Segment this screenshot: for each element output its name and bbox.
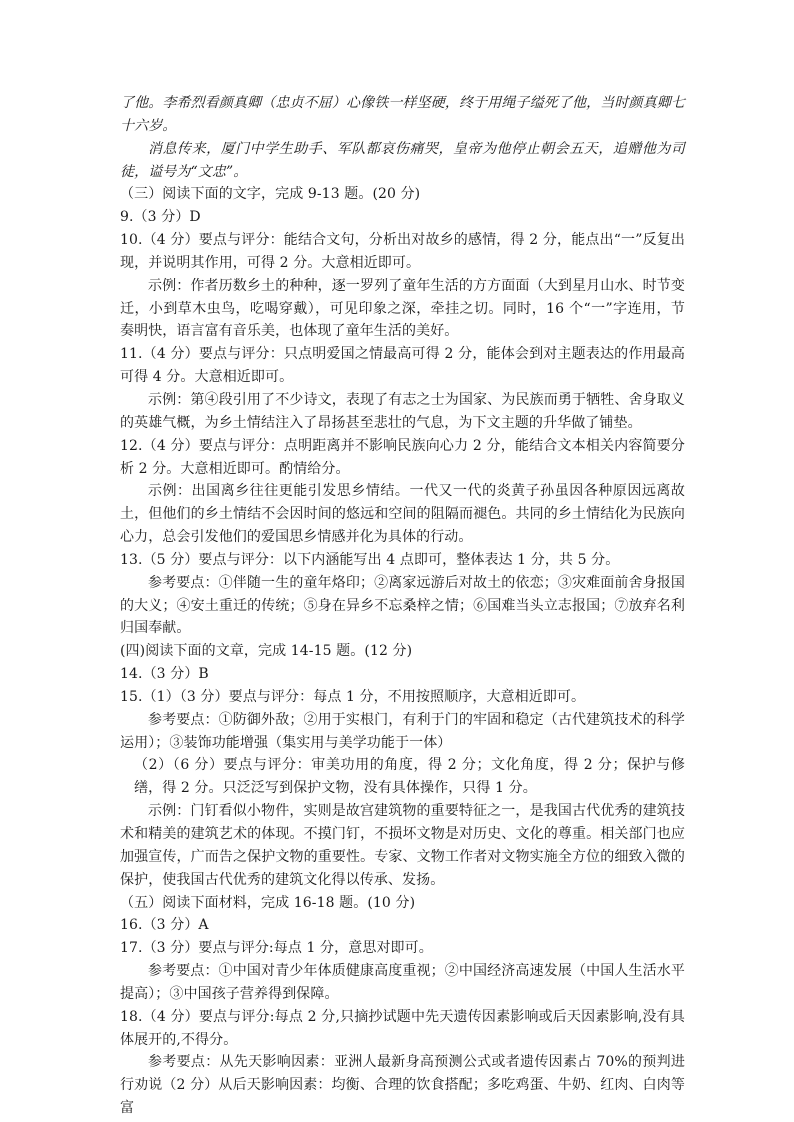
reference-points: 参考要点：①伴随一生的童年烙印；②离家远游后对故土的依恋；③灾难面前舍身报国的大义；④安土重迁的传统；⑤身在异乡不忘桑梓之情；⑥国难当头立志报国；⑦放弃名利归国奉献。: [120, 574, 685, 637]
example-paragraph: 示例：门钉看似小物件，实则是故宫建筑物的重要特征之一，是我国古代优秀的建筑技术和精美的建筑艺术的体现。不摸门钉，不损坏文物是对历史、文化的尊重。相关部门也应加强宣传，广而告之保护文物的重要性。专家、文物工作者对文物实施全方位的细致入微的保护，使我国古代优秀的建筑文化得以传承、发扬。: [120, 803, 685, 888]
section-heading: （五）阅读下面材料，完成 16-18 题。(10 分): [120, 894, 416, 911]
answer-item: 10.（4 分）要点与评分：能结合文句，分析出对故乡的感情，得 2 分，能点出“一”反复出现，并说明其作用，可得 2 分。大意相近即可。: [120, 232, 685, 271]
reference-points: 参考要点：从先天影响因素：亚洲人最新身高预测公式或者遗传因素占 70%的预判进行劝说（2 分）从后天影响因素：均衡、合理的饮食搭配；多吃鸡蛋、牛奶、红肉、白肉等富: [120, 1054, 685, 1117]
answer-item: 18.（4 分）要点与评分:每点 2 分,只摘抄试题中先天遗传因素影响或后天因素影响,没有具体展开的,不得分。: [120, 1008, 685, 1048]
answer-item: 13.（5 分）要点与评分：以下内涵能写出 4 点即可，整体表达 1 分，共 5 分。: [120, 551, 620, 568]
answer-item: 9.（3 分）D: [120, 209, 201, 226]
answer-item: 12.（4 分）要点与评分：点明距离并不影响民族向心力 2 分，能结合文本相关内容简要分析 2 分。大意相近即可。酌情给分。: [120, 437, 685, 477]
section-heading: （三）阅读下面的文字，完成 9-13 题。(20 分): [120, 186, 421, 203]
example-paragraph: 示例：作者历数乡土的种种，逐一罗列了童年生活的方方面面（大到星月山水、时节变迁，小到草木虫鸟，吃喝穿戴），可见印象之深，牵挂之切。同时，16 个“一”字连用，节奏明快，语言富有音乐美，也体现了童年生活的美好。: [120, 277, 685, 340]
reference-points: 参考要点：①中国对青少年体质健康高度重视；②中国经济高速发展（中国人生活水平提高）；③中国孩子营养得到保障。: [120, 963, 685, 1002]
answer-item: 17.（3 分）要点与评分:每点 1 分，意思对即可。: [120, 940, 433, 957]
answer-item: （2）（6 分）要点与评分：审美功用的角度，得 2 分；文化角度，得 2 分；保护与修缮，得 2 分。只泛泛写到保护文物，没有具体操作，只得 1 分。: [134, 757, 685, 797]
example-paragraph: 示例：第④段引用了不少诗文，表现了有志之士为国家、为民族而勇于牺牲、舍身取义的英雄气概，为乡土情结注入了昂扬甚至悲壮的气息，为下文主题的升华做了铺垫。: [120, 391, 685, 431]
section-heading: (四)阅读下面的文章，完成 14-15 题。(12 分): [120, 643, 413, 660]
answer-item: 11.（4 分）要点与评分：只点明爱国之情最高可得 2 分，能体会到对主题表达的作用最高可得 4 分。大意相近即可。: [120, 346, 685, 386]
reference-points: 参考要点：①防御外敌；②用于实根门，有利于门的牢固和稳定（古代建筑技术的科学运用）；③装饰功能增强（集实用与美学功能于一体）: [120, 711, 685, 751]
answer-item: 15.（1）（3 分）要点与评分：每点 1 分，不用按照顺序，大意相近即可。: [120, 688, 586, 705]
example-paragraph: 示例：出国离乡往往更能引发思乡情结。一代又一代的炎黄子孙虽因各种原因远离故土，但他们的乡土情结不会因时间的悠远和空间的阻隔而褪色。共同的乡土情结化为民族向心力，总会引发他们的爱国思乡情感并化为具体的行动。: [120, 483, 685, 546]
paragraph: 了他。李希烈看颜真卿（忠贞不屈）心像铁一样坚硬，终于用绳子缢死了他，当时颜真卿七十六岁。: [120, 95, 685, 134]
answer-item: 16.（3 分）A: [120, 917, 209, 934]
answer-item: 14.（3 分）B: [120, 666, 209, 683]
paragraph: 消息传来，厦门中学生助手、军队都哀伤痛哭，皇帝为他停止朝会五天，追赠他为司徒，谥号为“文忠”。: [120, 140, 685, 180]
answer-key-text: [120, 92, 685, 1120]
